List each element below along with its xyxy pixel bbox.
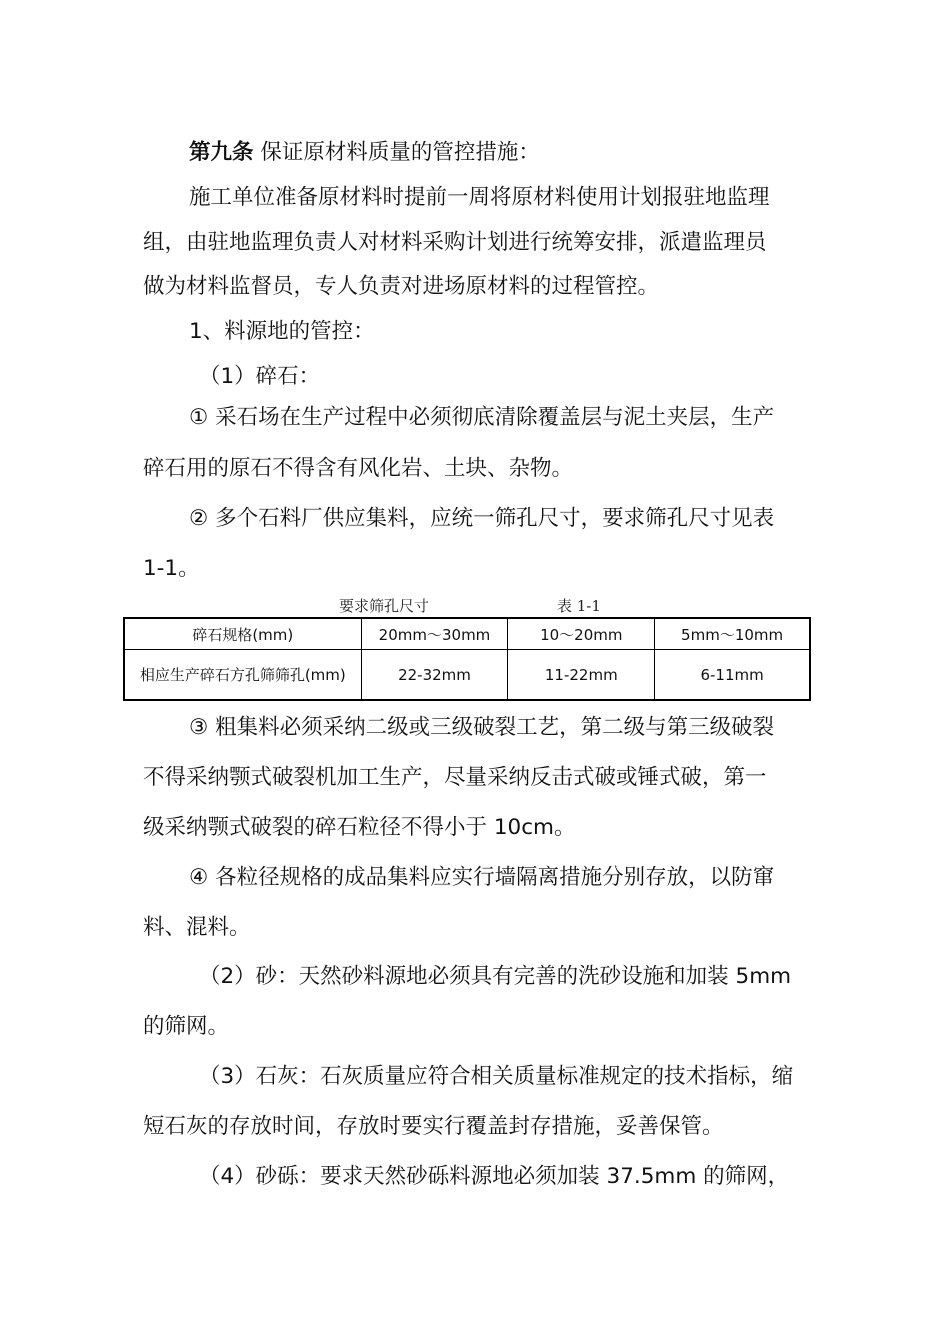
table-number: 表 1-1 [557,597,601,615]
subsection-line: （2）砂：天然砂料源地必须具有完善的洗砂设施和加装 5mm [199,964,792,989]
list-item-line: ③ 粗集料必须采纳二级或三级破裂工艺，第二级与第三级破裂 [189,715,775,740]
subsection-line: 短石灰的存放时间，存放时要实行覆盖封存措施，妥善保管。 [143,1114,724,1139]
subsection-heading: （1）碎石： [199,364,321,389]
article-number: 第九条 [189,140,254,165]
article-title: 保证原材料质量的管控措施： [253,140,540,165]
section-heading: 1、料源地的管控： [189,319,375,344]
table-cell: 相应生产碎石方孔筛筛孔(mm) [124,650,361,701]
list-item-line: 碎石用的原石不得含有风化岩、土块、杂物。 [143,456,574,481]
table-header-row [124,618,810,650]
table-cell: 6-11mm [655,650,810,701]
list-item-line: 料、混料。 [143,915,251,940]
table-cell: 11-22mm [508,650,655,701]
list-item-line: ④ 各粒径规格的成品集料应实行墙隔离措施分别存放，以防窜 [189,865,775,890]
subsection-line: （3）石灰：石灰质量应符合相关质量标准规定的技术指标，缩 [199,1064,794,1089]
table-row [124,650,810,701]
list-item-line: 1-1。 [143,556,200,581]
list-item-line: 级采纳颚式破裂的碎石粒径不得小于 10cm。 [143,815,576,840]
table-header-cell: 碎石规格(mm) [124,618,361,650]
list-item-line: ① 采石场在生产过程中必须彻底清除覆盖层与泥土夹层，生产 [189,405,775,430]
table-title: 要求筛孔尺寸 [339,597,430,615]
paragraph-line: 施工单位准备原材料时提前一周将原材料使用计划报驻地监理 [189,185,770,210]
table-header-cell: 10～20mm [508,618,655,650]
sieve-size-table [123,617,811,701]
table-cell: 22-32mm [361,650,508,701]
subsection-line: （4）砂砾：要求天然砂砾料源地必须加装 37.5mm 的筛网， [199,1164,790,1189]
paragraph-line: 做为材料监督员，专人负责对进场原材料的过程管控。 [143,274,660,299]
list-item-line: 不得采纳颚式破裂机加工生产，尽量采纳反击式破或锤式破，第一 [143,765,767,790]
table-header-cell: 5mm～10mm [655,618,810,650]
paragraph-line: 组，由驻地监理负责人对材料采购计划进行统筹安排，派遣监理员 [143,230,767,255]
article-heading [189,142,859,164]
list-item-line: ② 多个石料厂供应集料，应统一筛孔尺寸，要求筛孔尺寸见表 [189,506,775,531]
subsection-line: 的筛网。 [143,1014,230,1039]
table-header-cell: 20mm～30mm [361,618,508,650]
